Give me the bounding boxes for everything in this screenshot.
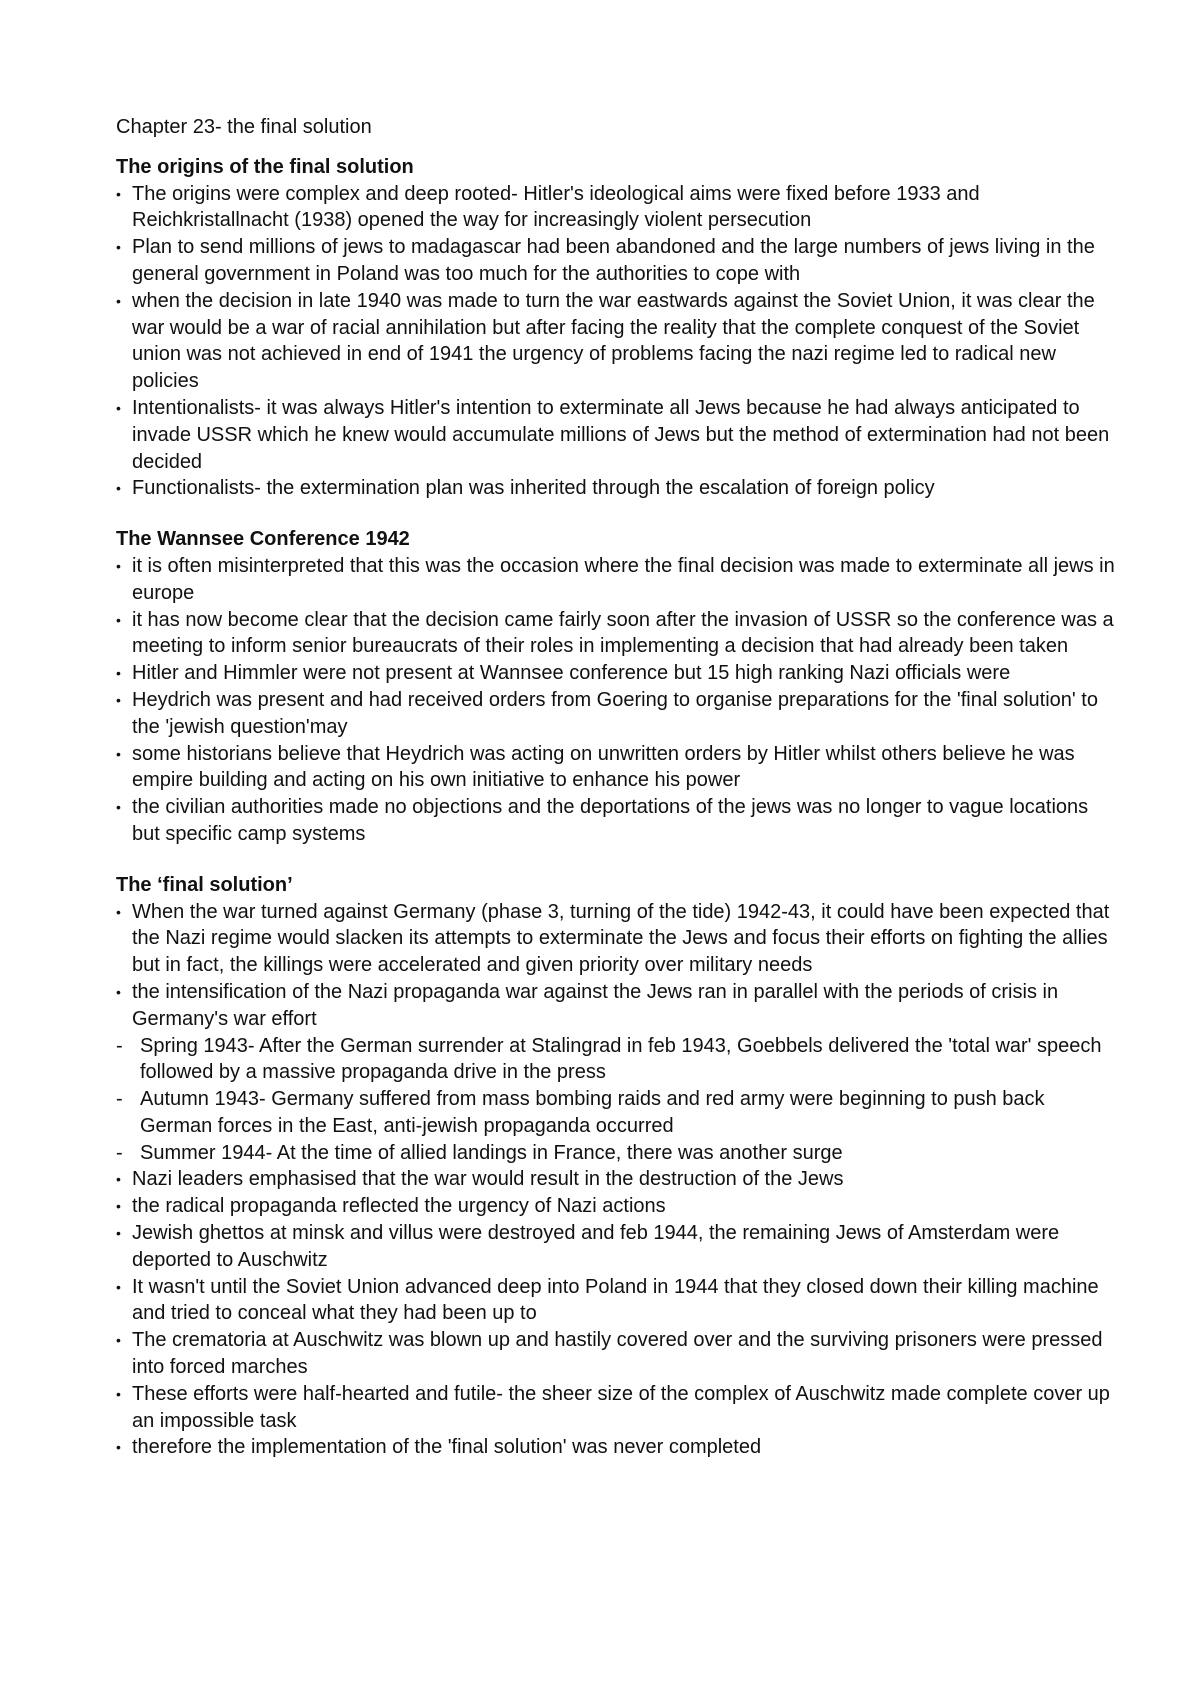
list-item-text: Heydrich was present and had received orders from Goering to organise preparations for the 'final solution' to the 'jewish question'may bbox=[132, 688, 1098, 738]
list-item-text: Jewish ghettos at minsk and villus were destroyed and feb 1944, the remaining Jews of Amsterdam were deported to Auschwitz bbox=[132, 1222, 1060, 1271]
list-item-text: Summer 1944- At the time of allied landings in France, there was another surge bbox=[140, 1141, 843, 1164]
bullet-list bbox=[116, 899, 1120, 1462]
list-item-text: it is often misinterpreted that this was the occasion where the final decision was made to exterminate all jews in europe bbox=[132, 554, 1115, 604]
section bbox=[116, 526, 1120, 848]
bullet-list bbox=[116, 181, 1120, 503]
list-item-text: Intentionalists- it was always Hitler's intention to exterminate all Jews because he had always anticipated to invade USSR which he knew would accumulate millions of Jews but the method of extermination had not been decided bbox=[132, 396, 1110, 473]
bullet-marker: • bbox=[116, 239, 121, 256]
list-item-text: It wasn't until the Soviet Union advanced deep into Poland in 1944 that they closed down their killing machine and tried to conceal what they had been up to bbox=[132, 1275, 1099, 1325]
bullet-list bbox=[116, 553, 1120, 848]
bullet-marker: • bbox=[116, 480, 121, 497]
list-item bbox=[116, 181, 1120, 235]
list-item bbox=[116, 607, 1120, 661]
bullet-marker: • bbox=[116, 903, 121, 920]
list-item bbox=[116, 741, 1120, 795]
list-item-text: These efforts were half-hearted and futile- the sheer size of the complex of Auschwitz made complete cover up an impossible task bbox=[132, 1382, 1110, 1432]
list-item bbox=[116, 1140, 1120, 1167]
section bbox=[116, 154, 1120, 502]
list-item bbox=[116, 395, 1120, 475]
list-item-text: when the decision in late 1940 was made to turn the war eastwards against the Soviet Union, it was clear the war would be a war of racial annihilation but after facing the reality that the complete conquest of the Soviet union was not achieved in end of 1941 the urgency of problems facing the nazi regime led to radical new policies bbox=[132, 289, 1095, 393]
bullet-marker: • bbox=[116, 665, 121, 682]
list-item bbox=[116, 234, 1120, 288]
list-item-text: Plan to send millions of jews to madagascar had been abandoned and the large numbers of jews living in the general government in Poland was too much for the authorities to cope with bbox=[132, 236, 1095, 285]
dash-marker: - bbox=[116, 1034, 123, 1057]
list-item bbox=[116, 979, 1120, 1033]
list-item-text: The crematoria at Auschwitz was blown up and hastily covered over and the surviving prisoners were pressed into forced marches bbox=[132, 1329, 1103, 1379]
bullet-marker: • bbox=[116, 557, 121, 574]
section-heading: The origins of the final solution bbox=[116, 155, 414, 178]
bullet-marker: • bbox=[116, 1439, 121, 1456]
list-item bbox=[116, 1033, 1120, 1087]
dash-marker: - bbox=[116, 1141, 123, 1164]
list-item-text: Spring 1943- After the German surrender at Stalingrad in feb 1943, Goebbels delivered the 'total war' speech followed by a massive propaganda drive in the press bbox=[140, 1034, 1102, 1084]
bullet-marker: • bbox=[116, 399, 121, 416]
list-item-text: Autumn 1943- Germany suffered from mass bombing raids and red army were beginning to push back German forces in the East, anti-jewish propaganda occurred bbox=[140, 1088, 1045, 1137]
bullet-marker: • bbox=[116, 1225, 121, 1242]
list-item-text: the radical propaganda reflected the urgency of Nazi actions bbox=[132, 1195, 666, 1218]
dash-marker: - bbox=[116, 1088, 123, 1111]
list-item-text: the intensification of the Nazi propaganda war against the Jews ran in parallel with the periods of crisis in Germany's war effort bbox=[132, 980, 1059, 1030]
list-item bbox=[116, 660, 1120, 687]
list-item bbox=[116, 475, 1120, 502]
list-item bbox=[116, 687, 1120, 741]
list-item bbox=[116, 1327, 1120, 1381]
bullet-marker: • bbox=[116, 1332, 121, 1349]
list-item bbox=[116, 899, 1120, 979]
document-body bbox=[116, 154, 1120, 1461]
list-item-text: the civilian authorities made no objections and the deportations of the jews was no longer to vague locations but specific camp systems bbox=[132, 796, 1089, 845]
list-item-text: Functionalists- the extermination plan was inherited through the escalation of foreign policy bbox=[132, 477, 935, 500]
list-item bbox=[116, 288, 1120, 395]
bullet-marker: • bbox=[116, 1278, 121, 1295]
list-item-text: it has now become clear that the decision came fairly soon after the invasion of USSR so the conference was a meeting to inform senior bureaucrats of their roles in implementing a decision that had already been taken bbox=[132, 608, 1114, 658]
list-item-text: therefore the implementation of the 'final solution' was never completed bbox=[132, 1436, 762, 1459]
list-item-text: some historians believe that Heydrich was acting on unwritten orders by Hitler whilst others believe he was empire building and acting on his own initiative to enhance his power bbox=[132, 742, 1075, 792]
section-heading: The ‘final solution’ bbox=[116, 873, 293, 896]
list-item bbox=[116, 1166, 1120, 1193]
section bbox=[116, 872, 1120, 1462]
list-item bbox=[116, 794, 1120, 848]
bullet-marker: • bbox=[116, 611, 121, 628]
bullet-marker: • bbox=[116, 745, 121, 762]
bullet-marker: • bbox=[116, 983, 121, 1000]
list-item-text: The origins were complex and deep rooted- Hitler's ideological aims were fixed before 1933 and Reichkristallnacht (1938) opened the way for increasingly violent persecution bbox=[132, 182, 980, 232]
list-item bbox=[116, 1220, 1120, 1274]
bullet-marker: • bbox=[116, 185, 121, 202]
list-item bbox=[116, 1381, 1120, 1435]
bullet-marker: • bbox=[116, 799, 121, 816]
list-item bbox=[116, 1193, 1120, 1220]
section-heading: The Wannsee Conference 1942 bbox=[116, 528, 410, 551]
list-item-text: When the war turned against Germany (phase 3, turning of the tide) 1942-43, it could have been expected that the Nazi regime would slacken its attempts to exterminate the Jews and focus their efforts on fighting the allies but in fact, the killings were accelerated and given priority over military needs bbox=[132, 900, 1110, 977]
bullet-marker: • bbox=[116, 1171, 121, 1188]
list-item bbox=[116, 1086, 1120, 1140]
bullet-marker: • bbox=[116, 292, 121, 309]
list-item bbox=[116, 1274, 1120, 1328]
bullet-marker: • bbox=[116, 1385, 121, 1402]
list-item bbox=[116, 1434, 1120, 1461]
list-item-text: Nazi leaders emphasised that the war would result in the destruction of the Jews bbox=[132, 1168, 844, 1191]
list-item bbox=[116, 553, 1120, 607]
list-item-text: Hitler and Himmler were not present at Wannsee conference but 15 high ranking Nazi officials were bbox=[132, 662, 1011, 685]
bullet-marker: • bbox=[116, 691, 121, 708]
bullet-marker: • bbox=[116, 1198, 121, 1215]
document-title: Chapter 23- the final solution bbox=[116, 116, 372, 138]
